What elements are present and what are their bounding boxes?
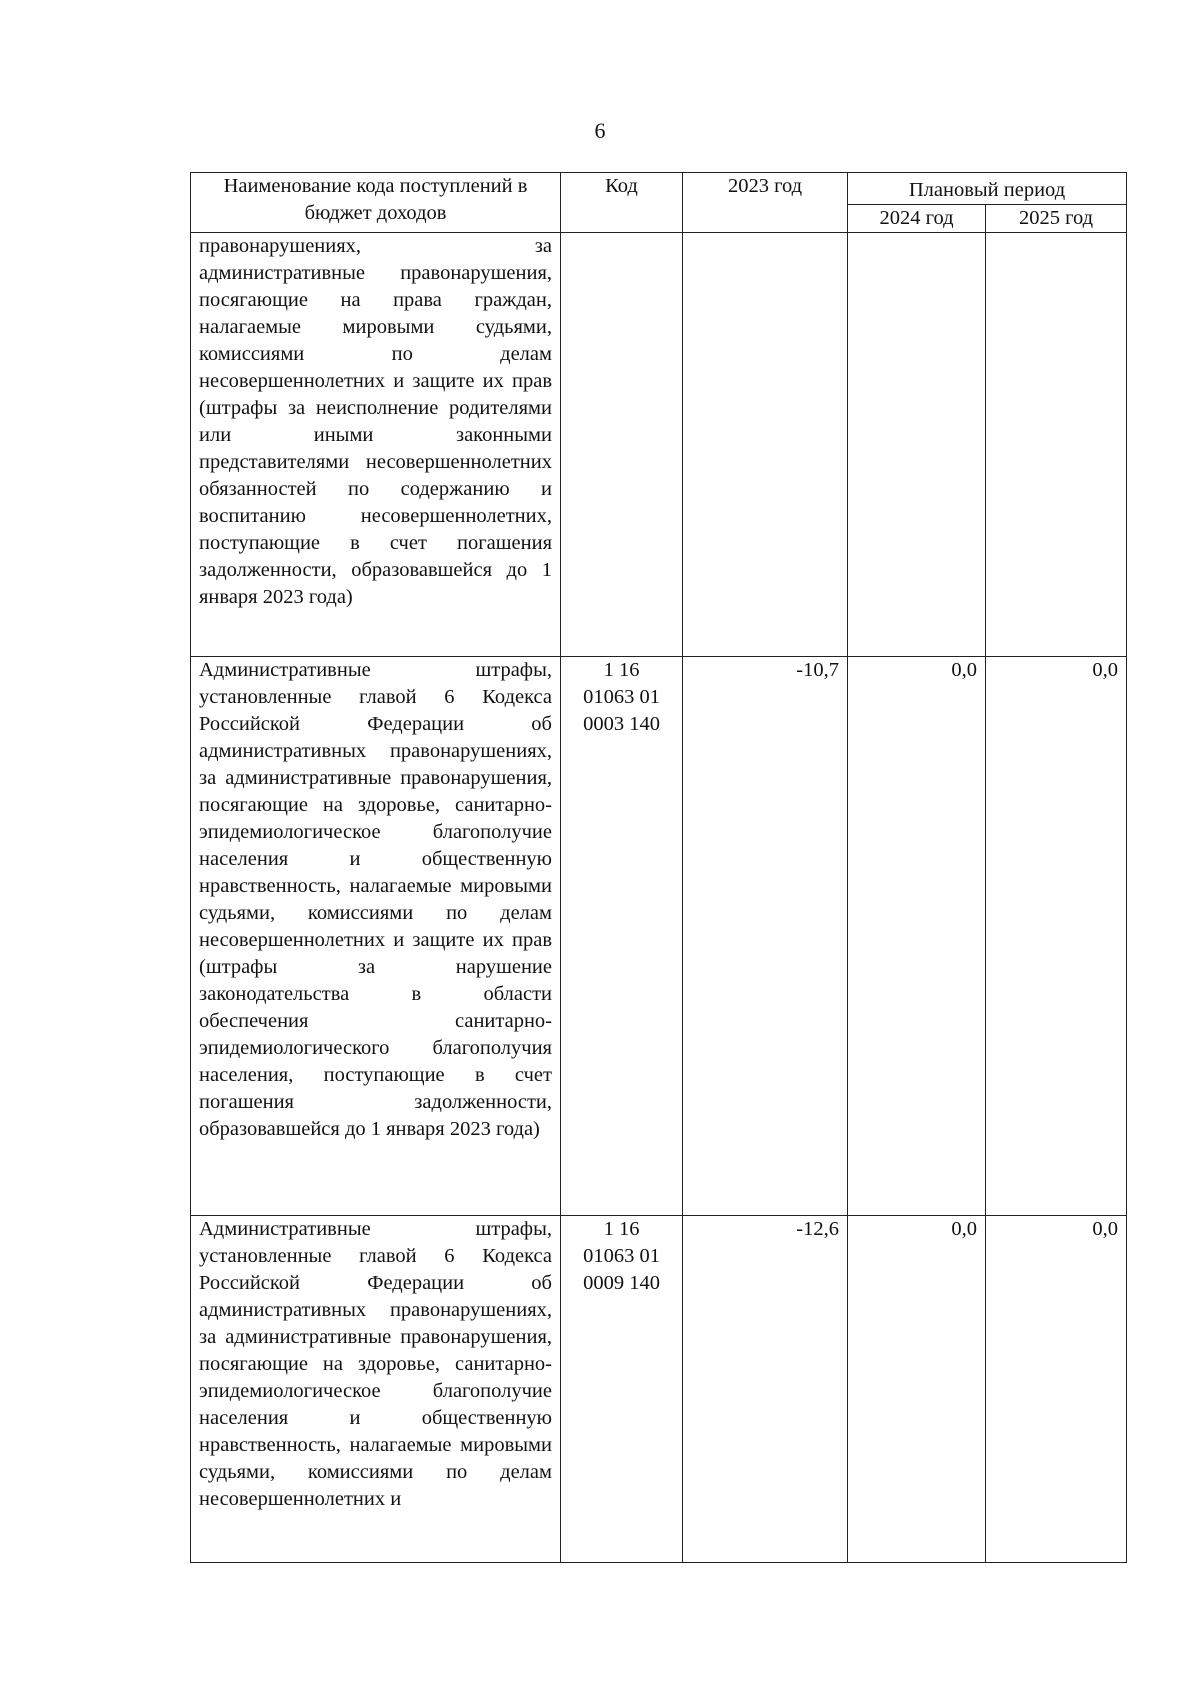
row-value-2024 — [848, 233, 986, 657]
header-code: Код — [561, 173, 683, 233]
revenue-table — [190, 172, 1127, 1563]
header-name: Наименование кода поступлений в бюджет доходов — [191, 173, 561, 233]
row-value-2024: 0,0 — [848, 657, 986, 1216]
header-2025: 2025 год — [986, 205, 1127, 233]
row-value-2023 — [683, 233, 848, 657]
row-value-2025 — [986, 233, 1127, 657]
row-name-text: правонарушениях, за административные правонарушения, посягающие на права граждан, налагаемые мировыми судьями, комиссиями по делам несовершеннолетних и защите их прав (штрафы за неисполнение родителями или иными законными представителями несовершеннолетних обязанностей по содержанию и воспитанию несовершеннолетних, поступающие в счет погашения задолженности, образовавшейся до 1 января 2023 года) — [199, 235, 552, 608]
row-value-2025: 0,0 — [986, 1216, 1127, 1563]
row-name-text: Административные штрафы, установленные главой 6 Кодекса Российской Федерации об административных правонарушениях, за административные правонарушения, посягающие на здоровье, санитарно-эпидемиологическое благополучие населения и общественную нравственность, налагаемые мировыми судьями, комиссиями по делам несовершеннолетних и — [199, 1218, 552, 1510]
table-row — [191, 1216, 1127, 1563]
header-2023: 2023 год — [683, 173, 848, 233]
row-name — [191, 233, 561, 657]
row-code: 1 16 01063 01 0003 140 — [561, 657, 683, 1216]
row-code — [561, 233, 683, 657]
row-value-2024: 0,0 — [848, 1216, 986, 1563]
table-row — [191, 233, 1127, 657]
header-2024: 2024 год — [848, 205, 986, 233]
table-row — [191, 657, 1127, 1216]
row-name — [191, 1216, 561, 1563]
header-planned-period: Плановый период — [848, 173, 1127, 205]
row-name — [191, 657, 561, 1216]
row-code: 1 16 01063 01 0009 140 — [561, 1216, 683, 1563]
page-number: 6 — [594, 118, 606, 143]
row-value-2023: -12,6 — [683, 1216, 848, 1563]
row-value-2025: 0,0 — [986, 657, 1127, 1216]
row-name-text: Административные штрафы, установленные главой 6 Кодекса Российской Федерации об административных правонарушениях, за административные правонарушения, посягающие на здоровье, санитарно-эпидемиологическое благополучие населения и общественную нравственность, налагаемые мировыми судьями, комиссиями по делам несовершеннолетних и защите их прав (штрафы за нарушение законодательства в области обеспечения санитарно-эпидемиологического благополучия населения, поступающие в счет погашения задолженности, образовавшейся до 1 января 2023 года) — [199, 659, 552, 1140]
row-value-2023: -10,7 — [683, 657, 848, 1216]
